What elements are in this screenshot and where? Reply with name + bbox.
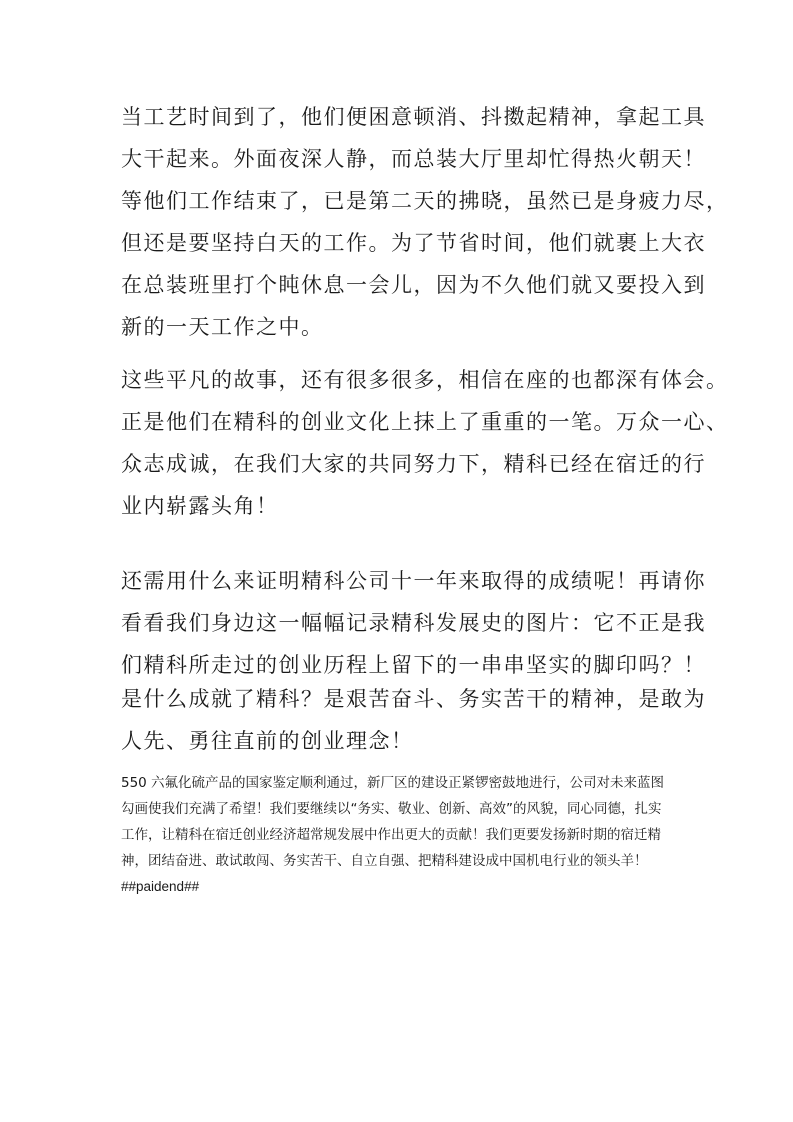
paragraph-3 — [121, 560, 706, 686]
paragraph-line: 业内崭露头角！ — [121, 494, 279, 518]
paragraph-1 — [121, 96, 729, 348]
paragraph-line: 正是他们在精科的创业文化上抹上了重重的一笔。万众一心、 — [121, 410, 729, 434]
paragraph-line: 等他们工作结束了，已是第二天的拂晓，虽然已是身疲力尽， — [121, 189, 729, 213]
closing-paragraph — [121, 770, 681, 900]
paragraph-line: 是什么成就了精科？是艰苦奋斗、务实苦干的精神，是敢为 — [121, 687, 706, 711]
paragraph-line: 众志成诚，在我们大家的共同努力下，精科已经在宿迁的行 — [121, 452, 706, 476]
paragraph-line: 这些平凡的故事，还有很多很多，相信在座的也都深有体会。 — [121, 368, 729, 392]
end-marker: ##paidend## — [121, 879, 200, 894]
paragraph-line: 但还是要坚持白天的工作。为了节省时间，他们就裹上大衣 — [121, 231, 706, 255]
paragraph-line: 当工艺时间到了，他们便困意顿消、抖擞起精神，拿起工具 — [121, 105, 706, 129]
paragraph-line: 看看我们身边这一幅幅记录精科发展史的图片：它不正是我 — [121, 611, 706, 635]
closing-line: 工作，让精科在宿迁创业经济超常规发展中作出更大的贡献！我们更要发扬新时期的宿迁精 — [121, 827, 661, 843]
paragraph-2 — [121, 359, 729, 527]
paragraph-line: 人先、勇往直前的创业理念！ — [121, 729, 414, 753]
closing-line: 神，团结奋进、敢试敢闯、务实苦干、自立自强、把精科建设成中国机电行业的领头羊！ — [121, 853, 648, 869]
closing-line: 550 六氟化硫产品的国家鉴定顺利通过，新厂区的建设正紧锣密鼓地进行，公司对未来蓝图 — [121, 775, 665, 791]
paragraph-line: 们精科所走过的创业历程上留下的一串串坚实的脚印吗？！ — [121, 653, 706, 677]
paragraph-line: 大干起来。外面夜深人静，而总装大厅里却忙得热火朝天！ — [121, 147, 706, 171]
paragraph-line: 新的一天工作之中。 — [121, 315, 324, 339]
paragraph-4 — [121, 678, 706, 762]
paragraph-line: 还需用什么来证明精科公司十一年来取得的成绩呢！再请你 — [121, 569, 706, 593]
paragraph-line: 在总装班里打个盹休息一会儿，因为不久他们就又要投入到 — [121, 273, 706, 297]
closing-line: 勾画使我们充满了希望！我们要继续以“务实、敬业、创新、高效”的风貌，同心同德，扎实 — [121, 801, 662, 817]
